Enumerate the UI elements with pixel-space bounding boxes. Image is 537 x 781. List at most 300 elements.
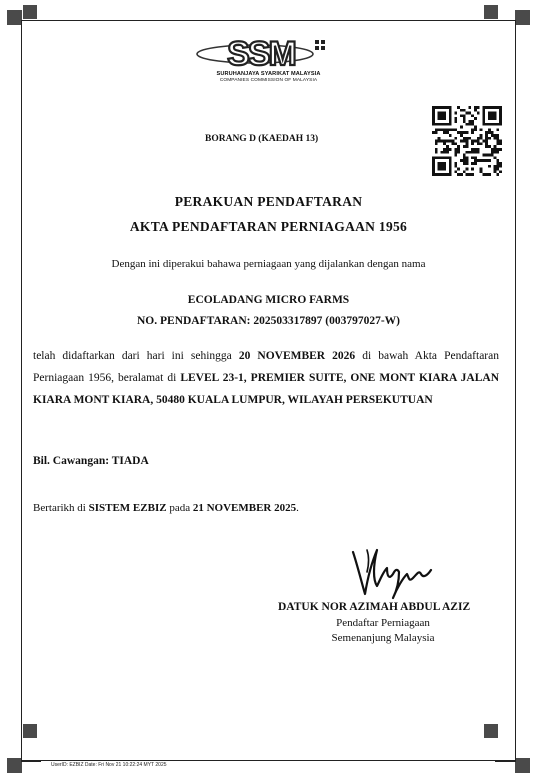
qr-module [496,128,499,131]
qr-module [468,151,471,154]
qr-module [494,148,497,151]
qr-module [446,156,449,159]
qr-module [438,106,441,109]
qr-module [443,114,446,117]
qr-module [432,168,435,171]
qr-module [471,128,474,131]
qr-module [466,131,469,134]
qr-module [432,114,435,117]
qr-module [474,156,477,159]
qr-module [499,140,502,143]
qr-module [460,131,463,134]
qr-module [443,162,446,165]
qr-module [432,131,435,134]
qr-module [435,106,438,109]
qr-code [432,106,502,176]
qr-module [449,134,452,137]
intro-text: Dengan ini diperakui bahawa perniagaan yang dijalankan dengan nama [111,258,426,270]
qr-module [471,168,474,171]
qr-module [482,114,485,117]
qr-module [482,117,485,120]
qr-module [471,140,474,143]
qr-module [457,145,460,148]
qr-module [449,140,452,143]
registration-statement: telah didaftarkan dari hari ini sehingga 20 NOVEMBER 2026 di bawah Akta Pendaftaran Perniagaan 1956, beralamat di LEVEL 23-1, PREMIER SUITE, ONE MONT KIARA JALAN KIARA MONT KIARA, 50480 KUALA LUMPUR, WILAYAH PERSEKUTUAN [33,350,499,406]
qr-module [496,168,499,171]
qr-module [438,165,441,168]
qr-module [438,112,441,115]
qr-module [460,114,463,117]
qr-module [440,112,443,115]
qr-module [449,109,452,112]
qr-module [438,137,441,140]
qr-module [477,159,480,162]
qr-module [485,159,488,162]
qr-module [454,128,457,131]
qr-module [449,112,452,115]
qr-module [446,106,449,109]
qr-module [477,151,480,154]
qr-module [496,159,499,162]
qr-module [480,137,483,140]
qr-module [457,131,460,134]
qr-module [496,137,499,140]
qr-module [440,106,443,109]
qr-module [454,162,457,165]
qr-module [432,117,435,120]
signatory-name: DATUK NOR AZIMAH ABDUL AZIZ [278,601,471,613]
qr-module [454,137,457,140]
qr-module [474,106,477,109]
qr-module [452,142,455,145]
qr-module [432,106,435,109]
qr-module [446,173,449,176]
qr-module [466,142,469,145]
qr-module [482,154,485,157]
certificate-title: PERAKUAN PENDAFTARAN [174,194,363,209]
qr-module [446,151,449,154]
qr-module [440,117,443,120]
qr-module [488,117,491,120]
qr-module [443,165,446,168]
qr-module [471,142,474,145]
qr-module [499,165,502,168]
qr-module [474,162,477,165]
issue-date: 21 NOVEMBER 2025 [192,502,297,514]
qr-module [468,173,471,176]
qr-module [452,140,455,143]
qr-module [454,165,457,168]
qr-module [440,165,443,168]
qr-module [488,173,491,176]
qr-module [480,159,483,162]
qr-module [494,156,497,159]
qr-module [488,165,491,168]
qr-module [460,134,463,137]
qr-module [468,120,471,123]
qr-module [454,117,457,120]
qr-module [496,162,499,165]
qr-module [480,128,483,131]
qr-module [460,140,463,143]
qr-module [463,120,466,123]
qr-module [432,109,435,112]
qr-module [491,117,494,120]
qr-module [485,134,488,137]
qr-module [482,109,485,112]
qr-module [499,142,502,145]
qr-module [468,137,471,140]
qr-module [449,165,452,168]
qr-module [435,156,438,159]
qr-module [466,145,469,148]
qr-module [477,106,480,109]
qr-module [438,128,441,131]
qr-module [491,112,494,115]
qr-module [454,148,457,151]
qr-module [463,137,466,140]
qr-module [499,120,502,123]
qr-module [449,128,452,131]
qr-module [491,123,494,126]
qr-module [485,145,488,148]
qr-module [499,109,502,112]
qr-module [485,131,488,134]
qr-module [446,140,449,143]
qr-module [435,148,438,151]
qr-module [482,159,485,162]
qr-module [496,142,499,145]
qr-module [466,140,469,143]
qr-module [466,168,469,171]
qr-module [496,123,499,126]
qr-module [463,154,466,157]
qr-module [496,173,499,176]
qr-module [496,106,499,109]
qr-module [471,120,474,123]
qr-module [482,140,485,143]
qr-module [443,131,446,134]
qr-module [438,117,441,120]
qr-module [477,148,480,151]
qr-module [463,156,466,159]
qr-module [499,117,502,120]
qr-module [471,148,474,151]
qr-module [443,151,446,154]
qr-module [457,148,460,151]
qr-module [474,151,477,154]
qr-module [488,128,491,131]
qr-module [440,123,443,126]
qr-module [460,159,463,162]
qr-module [443,112,446,115]
qr-module [491,154,494,157]
qr-module [463,145,466,148]
qr-module [494,117,497,120]
qr-module [438,123,441,126]
qr-module [452,128,455,131]
qr-module [449,123,452,126]
qr-module [471,151,474,154]
system-name: SISTEM EZBIZ [88,502,167,514]
qr-module [494,145,497,148]
qr-module [463,131,466,134]
qr-module [440,156,443,159]
qr-module [454,112,457,115]
qr-module [432,159,435,162]
qr-module [485,173,488,176]
qr-module [474,128,477,131]
qr-module [463,170,466,173]
qr-module [471,114,474,117]
qr-module [466,112,469,115]
qr-module [438,114,441,117]
qr-module [466,173,469,176]
qr-module [466,159,469,162]
qr-module [443,140,446,143]
qr-module [466,137,469,140]
qr-module [480,168,483,171]
qr-module [432,162,435,165]
qr-module [466,162,469,165]
qr-module [432,165,435,168]
qr-module [494,137,497,140]
qr-module [443,168,446,171]
qr-module [494,112,497,115]
qr-module [494,151,497,154]
qr-module [488,131,491,134]
qr-module [488,159,491,162]
qr-module [446,145,449,148]
qr-module [491,114,494,117]
qr-module [440,173,443,176]
qr-module [463,140,466,143]
qr-module [449,114,452,117]
qr-module [446,128,449,131]
qr-module [494,123,497,126]
footer-user-stamp: UserID: EZBIZ Date: Fri Nov 21 10:22:24 MYT 2025 [51,762,167,768]
corner-ornament-top-right [498,7,530,39]
qr-module [460,173,463,176]
qr-module [494,165,497,168]
qr-module [488,114,491,117]
qr-module [460,109,463,112]
qr-module [471,173,474,176]
logo-lettering: SSM [227,35,295,73]
qr-module [443,156,446,159]
qr-module [432,123,435,126]
corner-ornament-bottom-right [498,744,530,776]
qr-module [496,134,499,137]
qr-module [449,168,452,171]
qr-module [443,123,446,126]
qr-module [446,148,449,151]
qr-module [491,134,494,137]
qr-module [499,162,502,165]
qr-module [432,173,435,176]
org-name-english: COMPANIES COMMISSION OF MALAYSIA [219,78,318,83]
qr-module [485,142,488,145]
qr-module [435,123,438,126]
qr-module [463,117,466,120]
qr-module [499,106,502,109]
qr-module [435,131,438,134]
qr-module [454,142,457,145]
qr-module [435,151,438,154]
qr-module [449,162,452,165]
qr-module [474,117,477,120]
qr-module [440,168,443,171]
qr-module [474,159,477,162]
act-title: AKTA PENDAFTARAN PERNIAGAAN 1956 [129,219,408,234]
qr-module [435,140,438,143]
qr-module [449,173,452,176]
qr-module [443,173,446,176]
qr-module [477,142,480,145]
qr-module [457,151,460,154]
qr-module [443,106,446,109]
qr-module [468,106,471,109]
qr-module [477,137,480,140]
qr-module [496,165,499,168]
qr-module [449,106,452,109]
qr-module [488,137,491,140]
qr-module [457,173,460,176]
qr-module [494,170,497,173]
qr-module [491,151,494,154]
qr-module [496,140,499,143]
qr-module [488,106,491,109]
qr-module [454,120,457,123]
qr-module [438,168,441,171]
qr-module [485,140,488,143]
qr-module [474,140,477,143]
qr-module [499,148,502,151]
qr-module [471,123,474,126]
qr-module [485,154,488,157]
qr-module [457,106,460,109]
qr-module [454,154,457,157]
qr-module [485,137,488,140]
qr-module [449,170,452,173]
qr-module [466,151,469,154]
qr-module [432,156,435,159]
qr-module [474,148,477,151]
qr-module [454,151,457,154]
qr-module [499,170,502,173]
expiry-date: 20 NOVEMBER 2026 [238,350,356,362]
qr-module [463,162,466,165]
qr-module [438,156,441,159]
qr-module [482,112,485,115]
signatory-title: Pendaftar Perniagaan [336,617,430,629]
qr-module [443,128,446,131]
qr-module [491,148,494,151]
qr-module [480,142,483,145]
qr-module [466,156,469,159]
qr-module [438,162,441,165]
qr-module [477,140,480,143]
branch-count: Bil. Cawangan: TIADA [33,455,149,467]
qr-module [435,173,438,176]
qr-module [463,109,466,112]
qr-module [440,114,443,117]
dated-line: Bertarikh di SISTEM EZBIZ pada 21 NOVEMBER 2025. [33,502,299,514]
qr-module [446,123,449,126]
corner-ornament-bottom-left [7,744,39,776]
org-name-malay: SURUHANJAYA SYARIKAT MALAYSIA [216,71,321,77]
qr-module [463,114,466,117]
qr-module [449,120,452,123]
qr-module [480,170,483,173]
qr-module [482,120,485,123]
qr-module [499,112,502,115]
qr-module [466,123,469,126]
qr-module [488,145,491,148]
qr-module [477,112,480,115]
qr-module [432,120,435,123]
qr-module [488,154,491,157]
qr-module [440,128,443,131]
qr-module [499,123,502,126]
qr-module [482,106,485,109]
qr-module [463,159,466,162]
qr-module [443,142,446,145]
qr-module [446,131,449,134]
qr-module [494,114,497,117]
qr-module [449,148,452,151]
qr-module [480,134,483,137]
qr-module [443,148,446,151]
qr-module [491,106,494,109]
qr-module [440,162,443,165]
qr-module [474,109,477,112]
qr-module [468,123,471,126]
qr-module [438,140,441,143]
business-name: ECOLADANG MICRO FARMS [187,294,350,306]
qr-module [471,156,474,159]
qr-module [494,168,497,171]
qr-module [449,117,452,120]
qr-module [432,170,435,173]
qr-module [440,140,443,143]
qr-module [454,170,457,173]
qr-module [443,117,446,120]
qr-module [468,112,471,115]
qr-module [496,148,499,151]
qr-module [488,112,491,115]
qr-module [471,131,474,134]
qr-module [457,168,460,171]
business-address: LEVEL 23-1, PREMIER SUITE, ONE MONT KIARA JALAN KIARA MONT KIARA, 50480 KUALA LUMPUR, WILAYAH PERSEKUTUAN [33,372,499,406]
signatory-region: Semenanjung Malaysia [331,632,435,644]
form-code: BORANG D (KAEDAH 13) [205,134,319,144]
qr-module [471,162,474,165]
qr-module [482,123,485,126]
qr-module [485,106,488,109]
qr-module [474,126,477,129]
qr-module [449,159,452,162]
qr-module [485,123,488,126]
qr-module [449,156,452,159]
qr-module [440,151,443,154]
qr-module [482,173,485,176]
registration-number: NO. PENDAFTARAN: 202503317897 (003797027-W) [137,315,400,327]
qr-module [491,131,494,134]
qr-module [488,123,491,126]
qr-module [499,114,502,117]
qr-module [494,106,497,109]
